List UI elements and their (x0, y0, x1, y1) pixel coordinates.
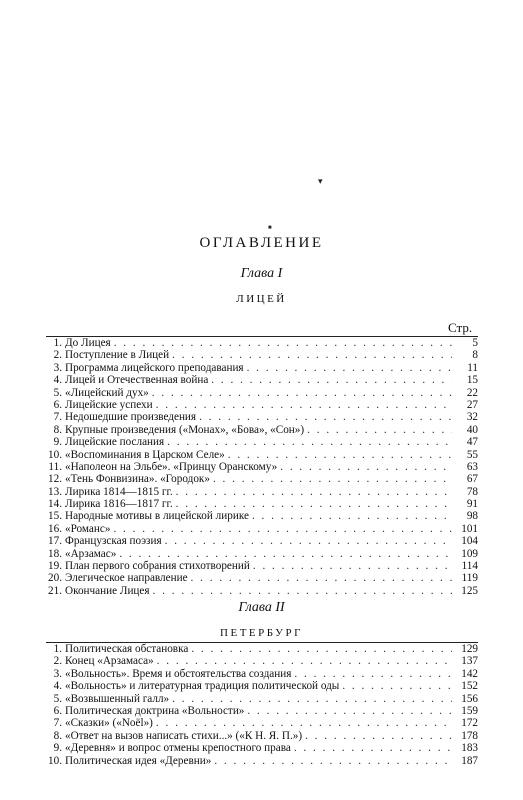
chapter-1-label: Глава I (240, 266, 283, 281)
dot-leader (210, 473, 452, 485)
toc-entry (46, 742, 478, 754)
toc-entry-title: «Возвышенный галл» (65, 692, 170, 705)
toc-entry-title: Конец «Арзамаса» (65, 655, 154, 668)
toc-entry (46, 473, 478, 485)
toc-entry-title: «Вольность» и литературная традиция политической оды (65, 680, 340, 693)
toc-entry-number: 2. (53, 349, 62, 362)
toc-entry (46, 486, 478, 498)
toc-entry-page: 119 (461, 572, 478, 585)
toc-entry (46, 693, 478, 705)
toc-entry-title: Политическая идея «Деревни» (65, 754, 212, 767)
toc-entry (46, 498, 478, 510)
toc-entry-page: 32 (466, 411, 478, 424)
toc-entry (46, 560, 478, 572)
toc-entry-page: 22 (466, 386, 478, 399)
print-speck: ■ (268, 225, 272, 231)
toc-entry (46, 655, 478, 667)
toc-chapter-1 (46, 336, 478, 597)
toc-entry-title: Поступление в Лицей (65, 349, 170, 362)
toc-entry-page: 183 (461, 742, 478, 755)
toc-entry-page: 78 (466, 485, 478, 498)
toc-entry-number: 7. (53, 411, 62, 424)
toc-entry (46, 585, 478, 597)
toc-entry-page: 11 (467, 361, 478, 374)
toc-entry-number: 11. (48, 460, 62, 473)
toc-entry-number: 5. (53, 692, 62, 705)
toc-entry-title: «Вольность». Время и обстоятельства создания (65, 667, 292, 680)
toc-entry (46, 523, 478, 535)
dot-leader (244, 705, 452, 717)
toc-entry-title: План первого собрания стихотворений (65, 560, 250, 573)
dot-leader (162, 535, 452, 547)
toc-entry-number: 2. (53, 655, 62, 668)
toc-entry-number: 14. (48, 498, 62, 511)
dot-leader (149, 387, 452, 399)
toc-entry-number: 12. (48, 473, 62, 486)
toc-entry (46, 643, 478, 655)
toc-entry-title: «Лицейский дух» (65, 386, 149, 399)
toc-entry-title: Лирика 1816—1817 гг. (65, 498, 173, 511)
dot-leader (111, 337, 452, 349)
dot-leader (110, 523, 452, 535)
toc-entry-page: 8 (472, 349, 478, 362)
dot-leader (302, 730, 452, 742)
dot-leader (196, 411, 452, 423)
toc-entry (46, 374, 478, 386)
toc-entry-number: 9. (53, 436, 62, 449)
toc-entry (46, 680, 478, 692)
toc-entry-page: 125 (461, 584, 478, 597)
toc-entry-number: 10. (48, 754, 62, 767)
toc-entry-number: 8. (53, 423, 62, 436)
toc-entry (46, 755, 478, 767)
toc-entry (46, 572, 478, 584)
toc-entry-number: 13. (48, 485, 62, 498)
toc-entry (46, 349, 478, 361)
toc-entry-number: 6. (53, 398, 62, 411)
dot-leader (169, 349, 452, 361)
toc-entry (46, 705, 478, 717)
toc-entry-title: «Воспоминания в Царском Селе» (65, 448, 225, 461)
toc-entry-number: 20. (48, 572, 62, 585)
toc-entry-page: 156 (461, 692, 478, 705)
toc-entry (46, 362, 478, 374)
toc-entry-title: «Наполеон на Эльбе». «Принцу Оранскому» (65, 460, 278, 473)
toc-entry-title: Программа лицейского преподавания (65, 361, 244, 374)
toc-entry (46, 337, 478, 349)
dot-leader (150, 585, 452, 597)
toc-entry-page: 152 (461, 680, 478, 693)
toc-entry-page: 98 (466, 510, 478, 523)
toc-entry-page: 5 (472, 337, 478, 349)
toc-entry-title: Лицейские послания (65, 436, 165, 449)
print-speck: ▾ (318, 176, 323, 186)
toc-entry-number: 17. (48, 535, 62, 548)
dot-leader (164, 436, 452, 448)
toc-entry-number: 5. (53, 386, 62, 399)
dot-leader (277, 461, 452, 473)
toc-entry-page: 172 (461, 717, 478, 730)
toc-entry-title: «Арзамас» (65, 547, 117, 560)
toc-entry-number: 6. (53, 704, 62, 717)
toc-entry (46, 399, 478, 411)
toc-entry-number: 15. (48, 510, 62, 523)
dot-leader (173, 486, 452, 498)
dot-leader (173, 498, 452, 510)
dot-leader (250, 560, 452, 572)
dot-leader (169, 693, 452, 705)
dot-leader (225, 449, 452, 461)
dot-leader (291, 668, 452, 680)
toc-entry-title: «Тень Фонвизина». «Городок» (65, 473, 210, 486)
dot-leader (211, 755, 452, 767)
toc-entry-title: Окончание Лицея (65, 584, 150, 597)
toc-entry-number: 18. (48, 547, 62, 560)
toc-entry (46, 668, 478, 680)
toc-entry (46, 548, 478, 560)
toc-entry-page: 101 (461, 522, 478, 535)
page-column-header: Стр. (448, 320, 473, 335)
toc-entry-number: 9. (53, 742, 62, 755)
toc-entry-title: «Сказки» («Noël») (65, 717, 153, 730)
dot-leader (188, 643, 452, 655)
toc-entry-page: 187 (461, 754, 478, 767)
toc-entry-title: Крупные произведения («Монах», «Бова», «Сон») (65, 423, 305, 436)
toc-entry (46, 730, 478, 742)
toc-entry-page: 109 (461, 547, 478, 560)
toc-entry (46, 387, 478, 399)
chapter-2-label: Глава II (238, 600, 285, 615)
toc-entry-number: 1. (53, 643, 62, 655)
toc-entry (46, 461, 478, 473)
toc-entry-title: До Лицея (65, 337, 111, 349)
toc-entry-title: Лицейские успехи (65, 398, 153, 411)
dot-leader (208, 374, 452, 386)
toc-entry-title: Политическая обстановка (65, 643, 189, 655)
dot-leader (249, 510, 452, 522)
dot-leader (153, 399, 452, 411)
dot-leader (153, 717, 452, 729)
toc-entry-number: 10. (48, 448, 62, 461)
toc-entry-number: 4. (53, 374, 62, 387)
toc-entry-page: 159 (461, 704, 478, 717)
dot-leader (304, 424, 452, 436)
dot-leader (188, 572, 452, 584)
dot-leader (244, 362, 452, 374)
toc-entry-page: 91 (466, 498, 478, 511)
toc-entry-page: 104 (461, 535, 478, 548)
toc-entry-title: Политическая доктрина «Вольности» (65, 704, 245, 717)
toc-entry-title: Недошедшие произведения (65, 411, 197, 424)
toc-entry-page: 142 (461, 667, 478, 680)
toc-entry-title: «Ответ на вызов написать стихи...» («К Н. Я. П.») (65, 729, 303, 742)
toc-entry-number: 3. (53, 667, 62, 680)
page-title: ОГЛАВЛЕНИЕ (199, 235, 324, 251)
toc-entry-number: 19. (48, 560, 62, 573)
toc-entry-page: 114 (461, 560, 478, 573)
toc-entry-number: 3. (53, 361, 62, 374)
dot-leader (291, 742, 452, 754)
toc-entry-page: 55 (466, 448, 478, 461)
dot-leader (339, 680, 452, 692)
chapter-2-name: ПЕТЕРБУРГ (220, 627, 303, 639)
toc-entry-page: 63 (466, 460, 478, 473)
toc-entry (46, 424, 478, 436)
toc-entry (46, 411, 478, 423)
toc-entry-number: 7. (53, 717, 62, 730)
toc-entry-page: 40 (466, 423, 478, 436)
toc-entry-title: Французская поэзия (65, 535, 162, 548)
toc-entry-number: 1. (53, 337, 62, 349)
toc-entry-page: 15 (466, 374, 478, 387)
toc-entry-title: Лицей и Отечественная война (65, 374, 209, 387)
toc-entry-number: 21. (48, 584, 62, 597)
toc-entry-title: Элегическое направление (65, 572, 188, 585)
toc-entry-title: Лирика 1814—1815 гг. (65, 485, 173, 498)
toc-entry-number: 8. (53, 729, 62, 742)
dot-leader (154, 655, 452, 667)
toc-entry-title: «Деревня» и вопрос отмены крепостного права (65, 742, 291, 755)
chapter-1-name: ЛИЦЕЙ (236, 293, 287, 305)
toc-entry-title: «Романс» (65, 522, 111, 535)
toc-entry-page: 129 (461, 643, 478, 655)
toc-entry-page: 27 (466, 398, 478, 411)
toc-entry-page: 67 (466, 473, 478, 486)
toc-entry-page: 137 (461, 655, 478, 668)
toc-entry (46, 449, 478, 461)
toc-entry-number: 4. (53, 680, 62, 693)
toc-entry-number: 16. (48, 522, 62, 535)
dot-leader (116, 548, 452, 560)
toc-entry-page: 178 (461, 729, 478, 742)
toc-entry (46, 436, 478, 448)
toc-chapter-2 (46, 642, 478, 767)
toc-entry (46, 535, 478, 547)
toc-entry-page: 47 (466, 436, 478, 449)
toc-entry (46, 717, 478, 729)
toc-entry-title: Народные мотивы в лицейской лирике (65, 510, 249, 523)
toc-entry (46, 510, 478, 522)
